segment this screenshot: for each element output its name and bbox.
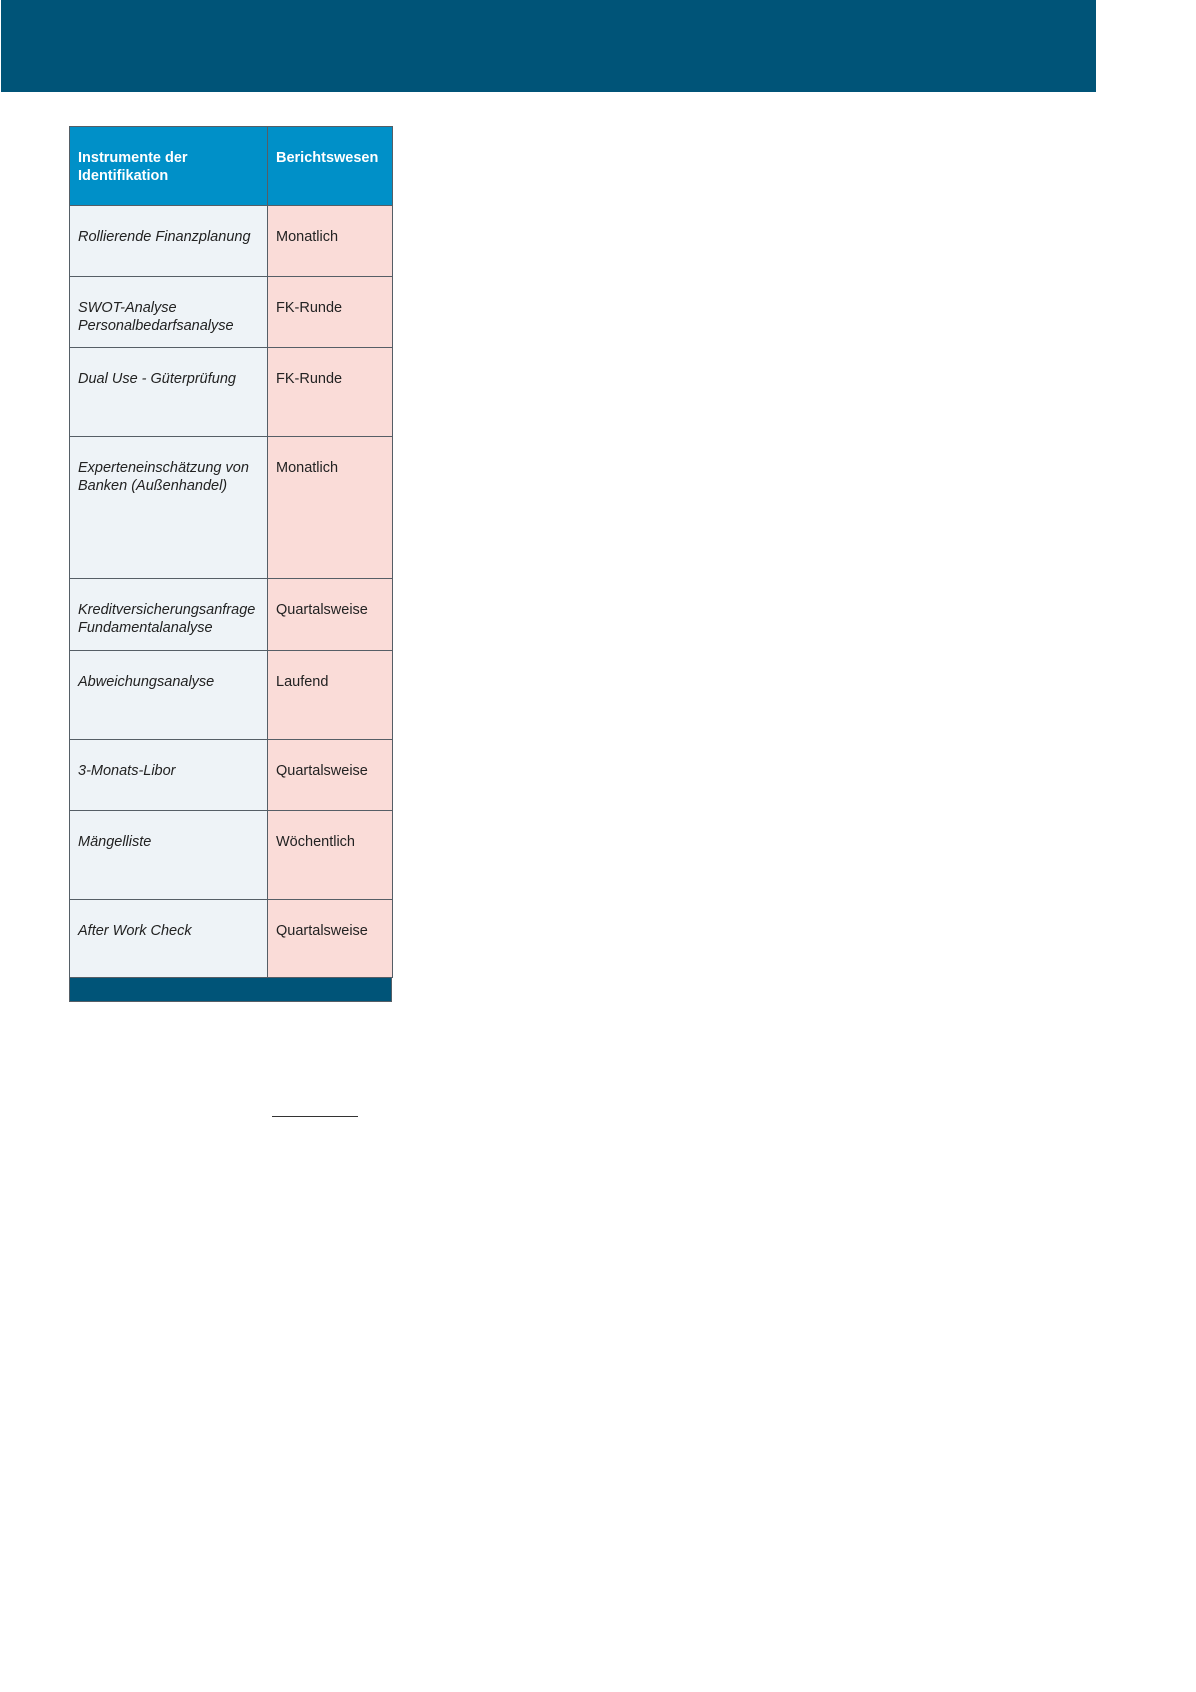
instrument-cell: Rollierende Finanzplanung xyxy=(70,206,268,277)
table-row xyxy=(70,206,393,277)
table-row xyxy=(70,811,393,900)
instrument-cell: 3-Monats-Libor xyxy=(70,740,268,811)
reporting-cell: FK-Runde xyxy=(268,348,393,437)
instruments-table-container xyxy=(69,126,392,1002)
instrument-cell: Mängelliste xyxy=(70,811,268,900)
instrument-cell: After Work Check xyxy=(70,900,268,978)
reporting-cell: Monatlich xyxy=(268,437,393,579)
reporting-cell: Quartalsweise xyxy=(268,579,393,651)
instrument-cell: SWOT-Analyse Personalbedarfsanalyse xyxy=(70,277,268,348)
footnote-separator xyxy=(272,1116,358,1117)
table-row xyxy=(70,651,393,740)
reporting-cell: Laufend xyxy=(268,651,393,740)
header-berichtswesen: Berichtswesen xyxy=(268,127,393,206)
table-row xyxy=(70,348,393,437)
table-row xyxy=(70,900,393,978)
header-instrumente: Instrumente der Identifikation xyxy=(70,127,268,206)
reporting-cell: Quartalsweise xyxy=(268,900,393,978)
instrument-cell: Experteneinschätzung von Banken (Außenhandel) xyxy=(70,437,268,579)
reporting-cell: Quartalsweise xyxy=(268,740,393,811)
instruments-table xyxy=(69,126,393,978)
header-band xyxy=(1,0,1096,92)
table-header-row xyxy=(70,127,393,206)
instrument-cell: Dual Use - Güterprüfung xyxy=(70,348,268,437)
instrument-cell: Kreditversicherungsanfrage Fundamentalanalyse xyxy=(70,579,268,651)
reporting-cell: Wöchentlich xyxy=(268,811,393,900)
reporting-cell: FK-Runde xyxy=(268,277,393,348)
table-row xyxy=(70,579,393,651)
table-footer-band xyxy=(69,978,392,1002)
table-row xyxy=(70,277,393,348)
table-row xyxy=(70,437,393,579)
instrument-cell: Abweichungsanalyse xyxy=(70,651,268,740)
reporting-cell: Monatlich xyxy=(268,206,393,277)
table-row xyxy=(70,740,393,811)
